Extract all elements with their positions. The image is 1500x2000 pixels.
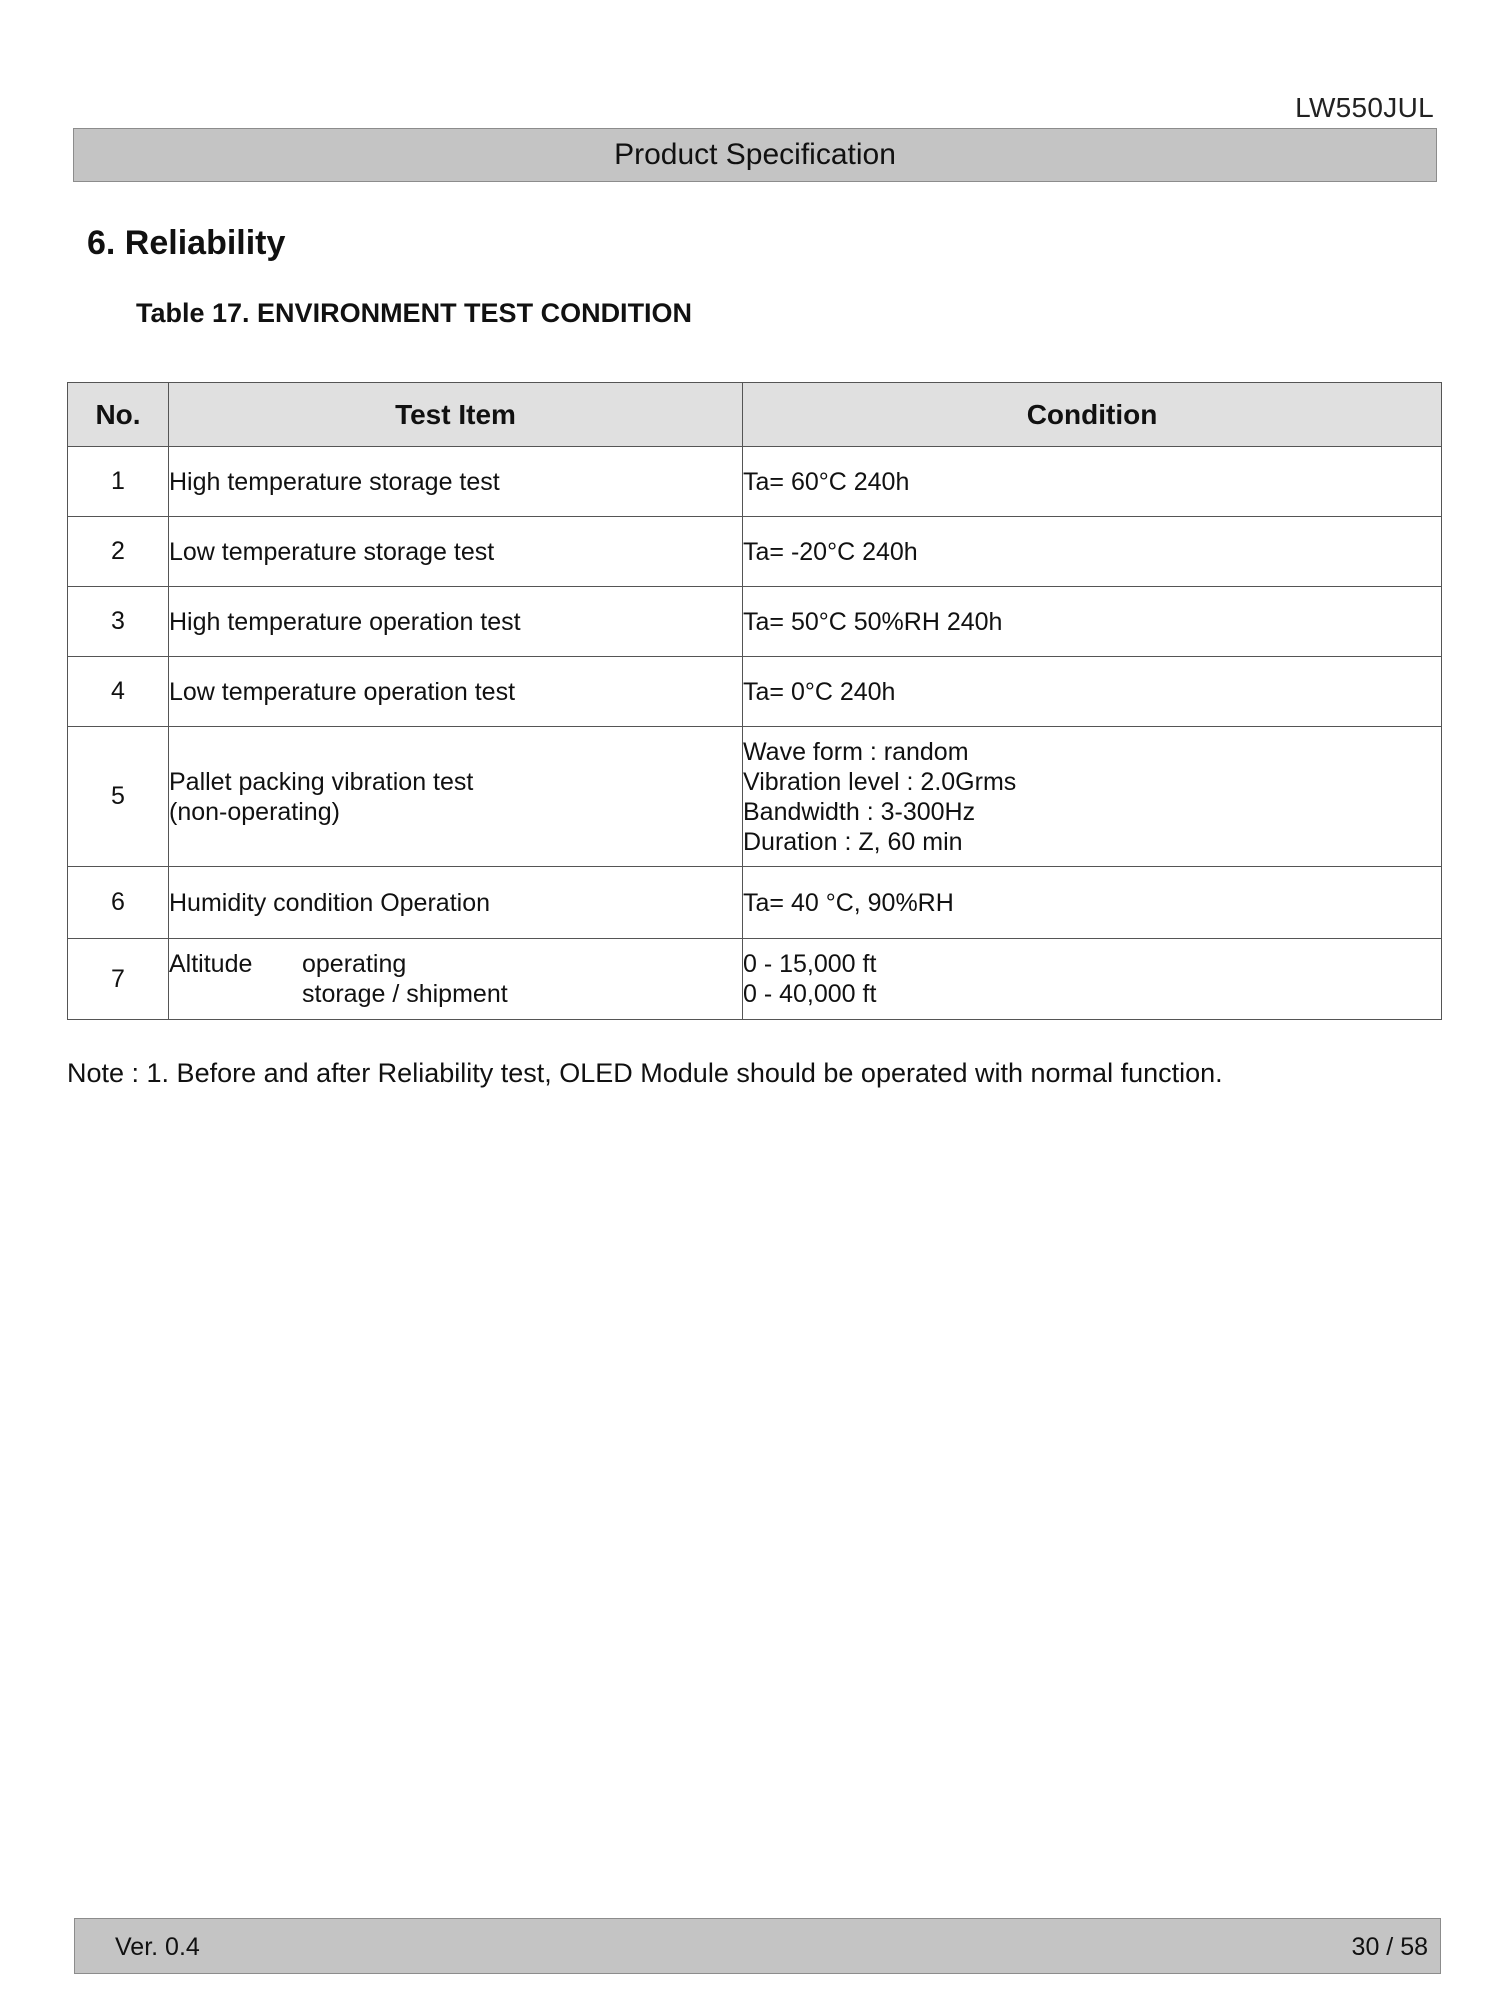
table-caption: Table 17. ENVIRONMENT TEST CONDITION [136,298,693,328]
test-item [169,939,743,1020]
row-number: 7 [68,939,169,1020]
altitude-label: Altitude [169,950,253,978]
document-title: Product Specification [614,138,896,171]
table-row [68,867,1442,939]
test-item-line: operating [302,950,407,978]
test-item: High temperature storage test [169,447,743,517]
test-item: Low temperature operation test [169,657,743,727]
row-number: 1 [68,447,169,517]
condition-line: 0 - 15,000 ft [743,950,877,978]
test-condition: Ta= 60°C 240h [743,447,1442,517]
table-row [68,587,1442,657]
model-number: LW550JUL [1295,92,1434,123]
document-title-bar [73,128,1437,182]
table-row [68,517,1442,587]
altitude-modes [302,949,508,1009]
test-condition [743,939,1442,1020]
table-row [68,727,1442,867]
table-row [68,939,1442,1020]
environment-test-table [67,382,1442,1020]
document-version: Ver. 0.4 [115,1933,200,1961]
condition-line: Wave form : random [743,737,969,766]
test-condition: Ta= 0°C 240h [743,657,1442,727]
altitude-item [169,949,742,1009]
test-item [169,727,743,867]
test-item: Humidity condition Operation [169,867,743,939]
section-heading: 6. Reliability [87,224,286,262]
condition-line: Bandwidth : 3-300Hz [743,797,976,826]
table-row [68,447,1442,517]
test-condition: Ta= -20°C 240h [743,517,1442,587]
column-header-condition: Condition [743,383,1442,447]
condition-line: Vibration level : 2.0Grms [743,767,1017,796]
footer-bar [74,1918,1441,1974]
test-item-line: (non-operating) [169,797,340,826]
condition-line: Duration : Z, 60 min [743,827,963,856]
test-item-line: storage / shipment [302,980,508,1008]
row-number: 6 [68,867,169,939]
table-note: Note : 1. Before and after Reliability test, OLED Module should be operated with normal function. [67,1058,1223,1088]
test-condition: Ta= 40 °C, 90%RH [743,867,1442,939]
row-number: 3 [68,587,169,657]
row-number: 2 [68,517,169,587]
test-item-line: Pallet packing vibration test [169,767,474,796]
page-number: 30 / 58 [1351,1933,1428,1961]
column-header-test-item: Test Item [169,383,743,447]
test-item: High temperature operation test [169,587,743,657]
row-number: 5 [68,727,169,867]
column-header-no: No. [68,383,169,447]
condition-line: 0 - 40,000 ft [743,980,877,1008]
row-number: 4 [68,657,169,727]
table-header-row [68,383,1442,447]
table-row [68,657,1442,727]
test-condition [743,727,1442,867]
test-item: Low temperature storage test [169,517,743,587]
test-condition: Ta= 50°C 50%RH 240h [743,587,1442,657]
